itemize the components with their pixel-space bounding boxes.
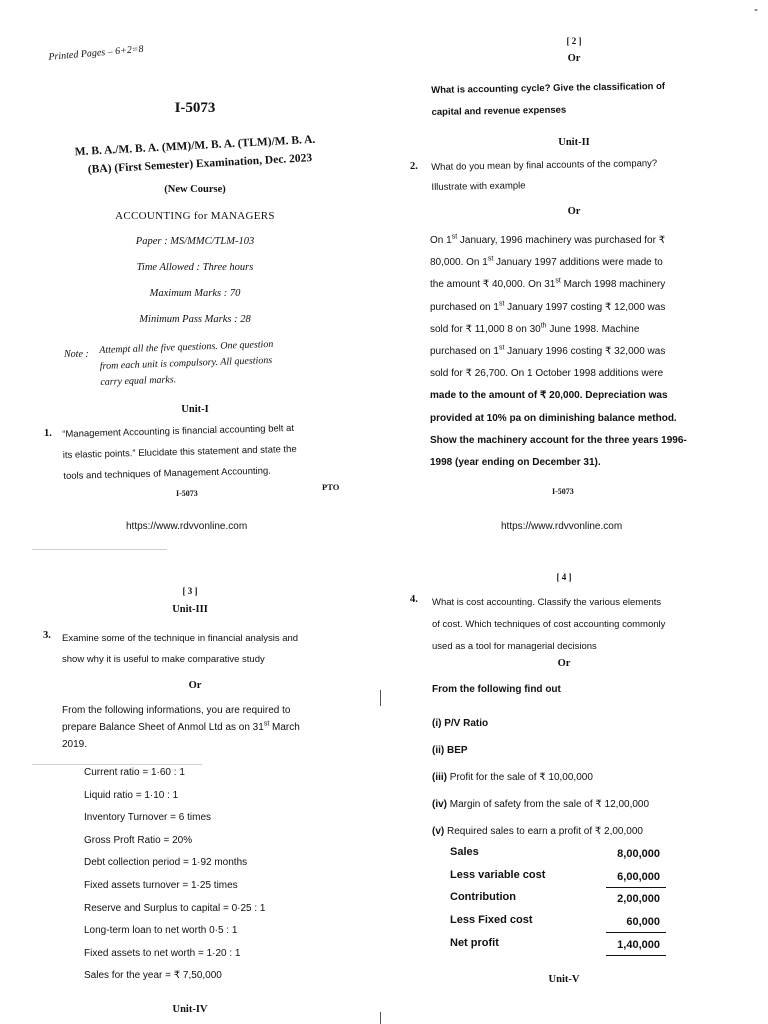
total-rule <box>606 887 666 888</box>
ratio-item: Long-term loan to net worth 0·5 : 1 <box>84 925 238 937</box>
or-separator: Or <box>557 658 571 669</box>
or-separator: Or <box>188 680 202 691</box>
problem-line: On 1st January, 1996 machinery was purchased for ₹ <box>430 233 666 246</box>
table-row-value: 1,40,000 <box>617 939 660 951</box>
question-number: 1. <box>44 428 52 439</box>
min-marks: Minimum Pass Marks : 28 <box>139 314 251 325</box>
ratio-item: Liquid ratio = 1·10 : 1 <box>84 789 179 801</box>
corner-mark: - <box>754 2 758 16</box>
page-1 <box>0 0 384 552</box>
source-url[interactable]: https://www.rdvvonline.com <box>126 521 248 532</box>
problem-line: provided at 10% pa on diminishing balance method. <box>430 412 677 424</box>
question-4-text <box>432 592 665 658</box>
total-rule <box>606 932 666 933</box>
page-divider <box>380 690 381 706</box>
degree-line-1: M. B. A./M. B. A. (MM)/M. B. A. (TLM)/M. B. A. <box>74 133 316 159</box>
note-text <box>99 337 275 391</box>
question-line: Illustrate with example <box>431 180 526 193</box>
find-item: (v) Required sales to earn a profit of ₹ 2,00,000 <box>432 826 643 837</box>
page-number: [ 4 ] <box>556 572 572 582</box>
total-rule <box>606 955 666 956</box>
question-line: show why it is useful to make comparative study <box>62 654 265 665</box>
intro-line: 2019. <box>62 739 88 750</box>
intro-line: prepare Balance Sheet of Anmol Ltd as on 31st March <box>62 720 300 733</box>
page-2 <box>384 0 768 552</box>
ratio-item: Fixed assets to net worth = 1·20 : 1 <box>84 947 241 959</box>
intro-line: From the following informations, you are required to <box>62 705 291 716</box>
next-unit-heading: Unit-IV <box>172 1004 208 1015</box>
page-divider <box>32 549 167 550</box>
note-label: Note : <box>64 349 89 360</box>
page-3 <box>0 560 384 1024</box>
table-row-label: Net profit <box>450 937 499 949</box>
paper-number: Paper : MS/MMC/TLM-103 <box>135 236 255 247</box>
ratio-item: Debt collection period = 1·92 months <box>84 857 248 869</box>
ratio-list <box>84 762 266 988</box>
problem-line: sold for ₹ 11,000 8 on 30th June 1998. Machine <box>430 322 640 335</box>
subject-title: ACCOUNTING for MANAGERS <box>115 210 275 222</box>
page-4 <box>384 560 768 1024</box>
question-1-text <box>62 418 298 487</box>
table-row-value: 2,00,000 <box>617 893 660 905</box>
course-type: (New Course) <box>164 184 226 195</box>
note-line: from each unit is compulsory. All questions <box>99 354 273 372</box>
problem-line: made to the amount of ₹ 20,000. Depreciation was <box>430 390 668 402</box>
question-number: 2. <box>410 161 418 172</box>
question-line: What is cost accounting. Classify the various elements <box>432 597 662 608</box>
ratio-item: Gross Proft Ratio = 20% <box>84 834 193 846</box>
paper-code: I-5073 <box>174 100 216 116</box>
page-number: [ 3 ] <box>182 586 198 596</box>
question-line: tools and techniques of Management Accounting. <box>63 465 272 482</box>
footer-code: I-5073 <box>176 489 198 498</box>
balance-sheet-intro <box>62 702 300 753</box>
question-line: “Management Accounting is financial accounting belt at <box>62 422 295 440</box>
problem-line: purchased on 1st January 1996 costing ₹ 32,000 was <box>430 344 666 358</box>
question-line: What do you mean by final accounts of the company? <box>431 158 658 173</box>
or-separator: Or <box>567 206 581 217</box>
unit-heading: Unit-II <box>558 137 590 148</box>
or-separator: Or <box>567 53 581 64</box>
page-divider <box>380 1012 381 1024</box>
table-row-label: Sales <box>450 846 479 858</box>
footer-code: I-5073 <box>552 487 574 496</box>
page-divider <box>32 764 202 765</box>
time-allowed: Time Allowed : Three hours <box>136 262 254 273</box>
question-number: 4. <box>410 594 418 605</box>
unit-heading: Unit-III <box>172 604 208 615</box>
problem-line: sold for ₹ 26,700. On 1 October 1998 additions were <box>430 368 664 380</box>
pto-label: PTO <box>322 482 340 492</box>
problem-line: Show the machinery account for the three years 1996- <box>430 434 687 446</box>
table-row-label: Contribution <box>450 891 516 903</box>
table-row-label: Less Fixed cost <box>450 914 533 926</box>
problem-line: the amount ₹ 40,000. On 31st March 1998 machinery <box>430 278 666 291</box>
note-line: carry equal marks. <box>100 374 177 388</box>
note-line: Attempt all the five questions. One question <box>99 338 274 356</box>
table-row-value: 6,00,000 <box>617 871 660 883</box>
unit-heading: Unit-I <box>181 404 209 415</box>
ratio-item: Inventory Turnover = 6 times <box>84 812 212 824</box>
table-row-label: Less variable cost <box>450 869 546 881</box>
find-item: (iv) Margin of safety from the sale of ₹ 12,00,000 <box>432 799 650 810</box>
ratio-item: Current ratio = 1·60 : 1 <box>84 767 185 778</box>
page-number: [ 2 ] <box>566 36 582 46</box>
problem-line: 80,000. On 1st January 1997 additions were made to <box>430 255 663 269</box>
question-2-text <box>431 154 658 198</box>
problem-line: purchased on 1st January 1997 costing ₹ 12,000 was <box>430 300 666 313</box>
find-item: (i) P/V Ratio <box>432 718 489 729</box>
degree-line-2: (BA) (First Semester) Examination, Dec. 2023 <box>87 152 313 176</box>
problem-line: 1998 (year ending on December 31). <box>430 457 601 469</box>
ratio-item: Reserve and Surplus to capital = 0·25 : 1 <box>84 902 266 914</box>
table-row-value: 8,00,000 <box>617 848 660 860</box>
max-marks: Maximum Marks : 70 <box>149 288 241 299</box>
ratio-item: Sales for the year = ₹ 7,50,000 <box>84 970 222 982</box>
next-unit-heading: Unit-V <box>548 974 580 985</box>
question-line: What is accounting cycle? Give the classification of <box>431 80 666 96</box>
find-out-intro: From the following find out <box>432 684 561 695</box>
find-item: (iii) Profit for the sale of ₹ 10,00,000 <box>432 772 593 783</box>
question-line: of cost. Which techniques of cost accounting commonly <box>432 619 666 630</box>
printed-pages: Printed Pages – 6+2=8 <box>48 43 145 63</box>
question-line: capital and revenue expenses <box>431 104 567 118</box>
question-line: Examine some of the technique in financial analysis and <box>62 633 299 644</box>
depreciation-problem <box>430 230 766 474</box>
find-list <box>432 710 649 845</box>
question-number: 3. <box>43 630 51 641</box>
find-item: (ii) BEP <box>432 745 468 756</box>
question-line: used as a tool for managerial decisions <box>432 641 597 652</box>
question-line: its elastic points.” Elucidate this statement and state the <box>62 443 297 461</box>
table-row-value: 60,000 <box>626 916 660 928</box>
source-url[interactable]: https://www.rdvvonline.com <box>501 521 623 532</box>
question-3-text <box>62 628 298 670</box>
ratio-item: Fixed assets turnover = 1·25 times <box>84 879 238 891</box>
question-1-alt-text <box>431 76 666 124</box>
